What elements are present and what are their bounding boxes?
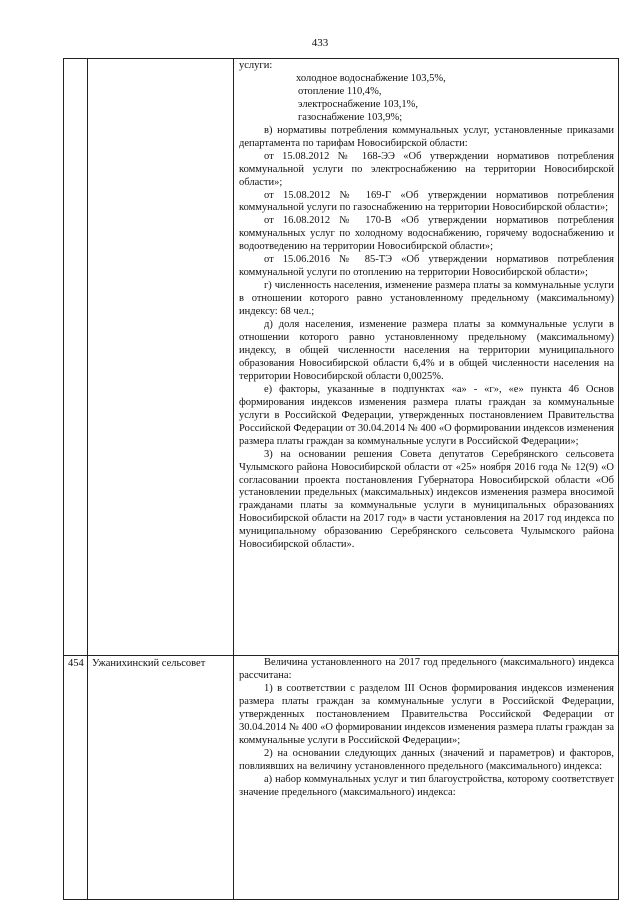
municipality-name: Ужанихинский сельсовет bbox=[88, 656, 234, 900]
paragraph: е) факторы, указанные в подпунктах «а» - «г», «е» пункта 46 Основ формирования индексов изменения размера платы граждан за коммунальные услуги в Российской Федерации, утвержденных постановлением Правительства Российской Федерации от 30.04.2014 № 400 «О формировании индексов изменения размера платы граждан за коммунальные услуги в Российской Федерации»; bbox=[239, 383, 614, 447]
paragraph: в) нормативы потребления коммунальных услуг, установленные приказами департамента по тарифам Новосибирской области: bbox=[239, 124, 614, 149]
row-number bbox=[64, 59, 88, 656]
row-text bbox=[234, 656, 619, 900]
paragraph: отопление 110,4%, bbox=[298, 85, 382, 97]
row-text bbox=[234, 59, 619, 656]
paragraph: холодное водоснабжение 103,5%, bbox=[296, 72, 446, 84]
paragraph: услуги: bbox=[239, 60, 273, 71]
page-number: 433 bbox=[311, 37, 329, 49]
municipality-name bbox=[88, 59, 234, 656]
paragraph: 3) на основании решения Совета депутатов Серебрянского сельсовета Чулымского района Новосибирской области от «25» ноября 2016 года № 12(9) «О согласовании проекта постановления Губернатора Новосибирской области «Об установлении предельных (максимальных) индексов изменения размера вносимой гражданами платы за коммунальные услуги в муниципальных образованиях Новосибирской области на 2017 год» в части установления на 2017 год индекса по муниципальному образованию Серебрянского сельсовета Чулымского района Новосибирской области». bbox=[239, 448, 614, 551]
paragraph: электроснабжение 103,1%, bbox=[298, 98, 418, 110]
paragraph: д) доля населения, изменение размера платы за коммунальные услуги в отношении которого равно установленному предельному (максимальному) индексу, в общей численности населения на территории муниципального образования Новосибирской области 6,4% и в общей численности населения на территории Новосибирской области 0,0025%. bbox=[239, 319, 614, 382]
document-table bbox=[63, 58, 619, 900]
paragraph: а) набор коммунальных услуг и тип благоустройства, которому соответствует значение предельного (максимального) индекса: bbox=[239, 773, 614, 798]
paragraph: от 15.06.2016 № 85-ТЭ «Об утверждении нормативов потребления коммунальной услуги по отоплению на территории Новосибирской области»; bbox=[239, 254, 614, 279]
paragraph: газоснабжение 103,9%; bbox=[298, 111, 403, 123]
paragraph: 1) в соответствии с разделом III Основ формирования индексов изменения размера платы граждан за коммунальные услуги в Российской Федерации, утвержденных постановлением Правительства Российской Федерации от 30.04.2014 № 400 «О формировании индексов изменения размера платы граждан за коммунальные услуги в Российской Федерации»; bbox=[239, 682, 614, 746]
paragraph: от 15.08.2012 № 169-Г «Об утверждении нормативов потребления коммунальной услуги по газоснабжению на территории Новосибирской области»; bbox=[239, 189, 614, 214]
paragraph: от 16.08.2012 № 170-В «Об утверждении нормативов потребления коммунальных услуг по холодному водоснабжению, горячему водоснабжению и водоотведению на территории Новосибирской области»; bbox=[239, 215, 614, 253]
paragraph: Величина установленного на 2017 год предельного (максимального) индекса рассчитана: bbox=[239, 657, 614, 681]
row-number: 454 bbox=[64, 656, 88, 900]
paragraph: г) численность населения, изменение размера платы за коммунальные услуги в отношении которого равно установленному предельному (максимальному) индексу: 68 чел.; bbox=[239, 280, 614, 318]
paragraph: от 15.08.2012 № 168-ЭЭ «Об утверждении нормативов потребления коммунальной услуги по электроснабжению на территории Новосибирской области»; bbox=[239, 150, 614, 188]
table-row bbox=[64, 59, 619, 656]
paragraph: 2) на основании следующих данных (значений и параметров) и факторов, повлиявших на величину установленного предельного (максимального) индекса: bbox=[239, 747, 614, 772]
table-row bbox=[64, 656, 619, 900]
